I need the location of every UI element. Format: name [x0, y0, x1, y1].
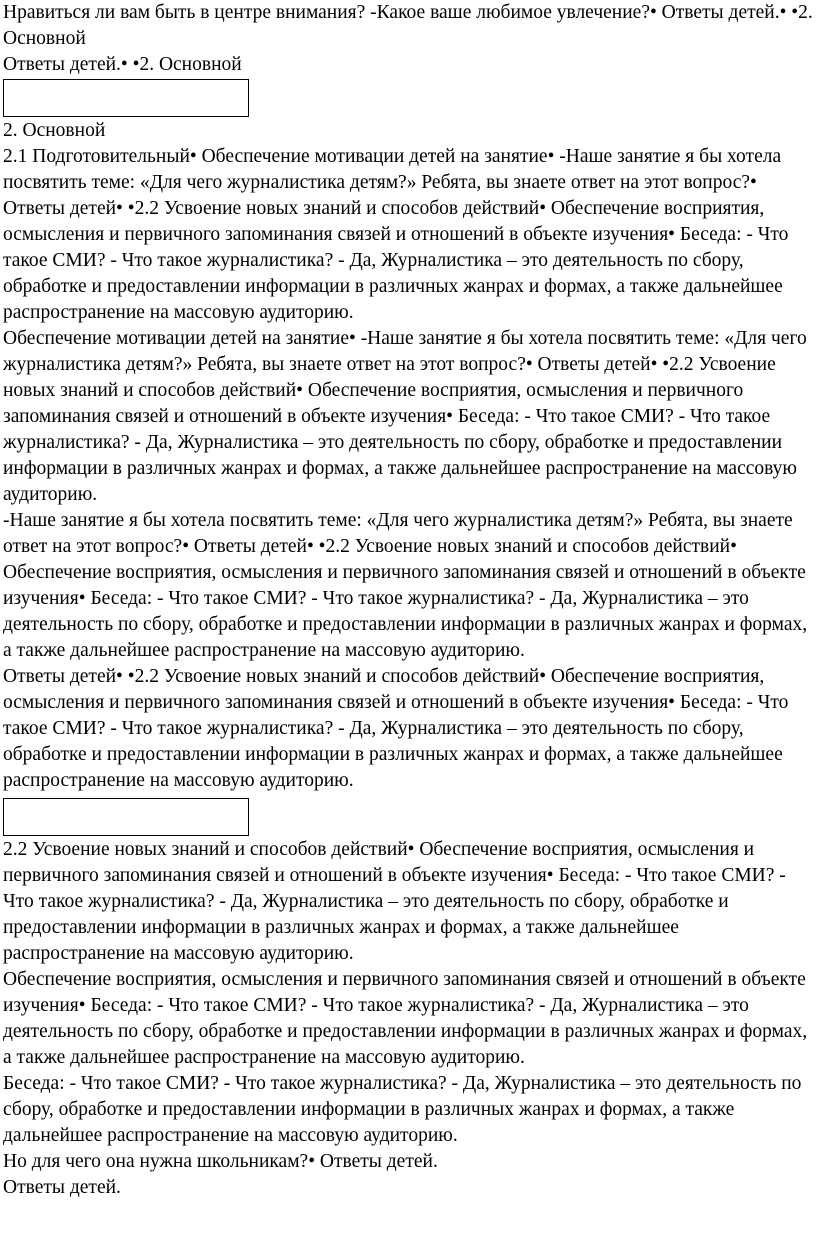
paragraph-3: 2. Основной	[3, 120, 106, 141]
paragraph-4: 2.1 Подготовительный• Обеспечение мотивации детей на занятие• -Наше занятие я бы хотела посвятить теме: «Для чего журналистика детям?» Ребята, вы знаете ответ на этот вопрос?• Ответы детей• •2.2 Усвоение новых знаний и способов действий• Обеспечение восприятия, осмысления и первичного запоминания связей и отношений в объекте изучения• Беседа: - Что такое СМИ? - Что такое журналистика? - Да, Журналистика – это деятельность по сбору, обработке и предоставлении информации в различных жанрах и формах, а также дальнейшее распространение на массовую аудиторию.	[3, 146, 789, 323]
paragraph-6: -Наше занятие я бы хотела посвятить теме: «Для чего журналистика детям?» Ребята, вы знаете ответ на этот вопрос?• Ответы детей• •2.2 Усвоение новых знаний и способов действий• Обеспечение восприятия, осмысления и первичного запоминания связей и отношений в объекте изучения• Беседа: - Что такое СМИ? - Что такое журналистика? - Да, Журналистика – это деятельность по сбору, обработке и предоставлении информации в различных жанрах и формах, а также дальнейшее распространение на массовую аудиторию.	[3, 510, 808, 661]
empty-frame-1	[3, 79, 249, 117]
empty-frame-2	[3, 798, 249, 836]
paragraph-5: Обеспечение мотивации детей на занятие• -Наше занятие я бы хотела посвятить теме: «Для чего журналистика детям?» Ребята, вы знаете ответ на этот вопрос?• Ответы детей• •2.2 Усвоение новых знаний и способов действий• Обеспечение восприятия, осмысления и первичного запоминания связей и отношений в объекте изучения• Беседа: - Что такое СМИ? - Что такое журналистика? - Да, Журналистика – это деятельность по сбору, обработке и предоставлении информации в различных жанрах и формах, а также дальнейшее распространение на массовую аудиторию.	[3, 328, 807, 505]
paragraph-10: Беседа: - Что такое СМИ? - Что такое журналистика? - Да, Журналистика – это деятельность по сбору, обработке и предоставлении информации в различных жанрах и формах, а также дальнейшее распространение на массовую аудиторию.	[3, 1073, 802, 1146]
paragraph-8: 2.2 Усвоение новых знаний и способов действий• Обеспечение восприятия, осмысления и первичного запоминания связей и отношений в объекте изучения• Беседа: - Что такое СМИ? - Что такое журналистика? - Да, Журналистика – это деятельность по сбору, обработке и предоставлении информации в различных жанрах и формах, а также дальнейшее распространение на массовую аудиторию.	[3, 839, 786, 964]
paragraph-9: Обеспечение восприятия, осмысления и первичного запоминания связей и отношений в объекте изучения• Беседа: - Что такое СМИ? - Что такое журналистика? - Да, Журналистика – это деятельность по сбору, обработке и предоставлении информации в различных жанрах и формах, а также дальнейшее распространение на массовую аудиторию.	[3, 969, 808, 1068]
paragraph-2: Ответы детей.• •2. Основной	[3, 54, 242, 75]
paragraph-12: Ответы детей.	[3, 1177, 121, 1198]
paragraph-11: Но для чего она нужна школьникам?• Ответы детей.	[3, 1151, 438, 1172]
paragraph-7: Ответы детей• •2.2 Усвоение новых знаний и способов действий• Обеспечение восприятия, осмысления и первичного запоминания связей и отношений в объекте изучения• Беседа: - Что такое СМИ? - Что такое журналистика? - Да, Журналистика – это деятельность по сбору, обработке и предоставлении информации в различных жанрах и формах, а также дальнейшее распространение на массовую аудиторию.	[3, 666, 789, 791]
paragraph-1: Нравиться ли вам быть в центре внимания? -Какое ваше любимое увлечение?• Ответы детей.• •2. Основной	[3, 2, 813, 49]
